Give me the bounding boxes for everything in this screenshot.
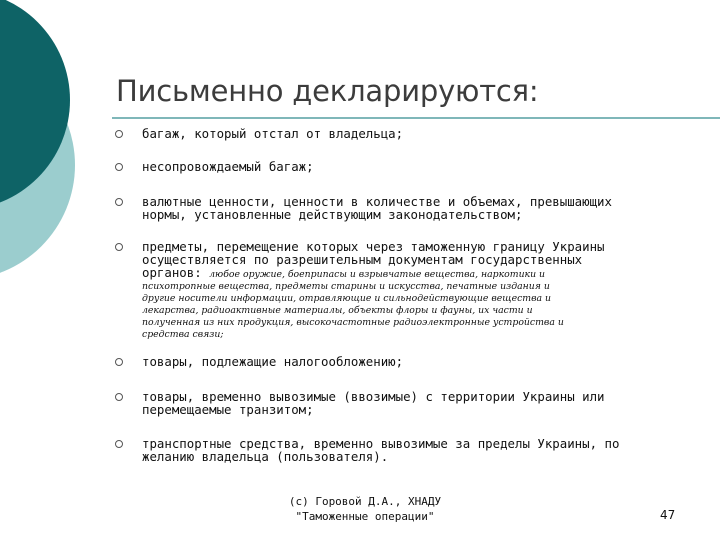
small-line: полученная из них продукция, высокочастотные радиоэлектронные устройства и [142, 317, 564, 328]
bullet-item [142, 355, 672, 368]
bullet-marker [115, 393, 123, 401]
footer-credit-line: "Таможенные операции" [295, 510, 435, 523]
footer-credit [260, 494, 470, 524]
lead-in-text: органов: [142, 265, 210, 280]
small-line: средства связи; [142, 329, 224, 340]
small-text: любое оружие, боеприпасы и взрывчатые вещества, наркотики и [209, 269, 546, 280]
bullet-item [142, 437, 672, 463]
bullet-line: товары, временно вывозимые (ввозимые) с территории Украины или [142, 389, 605, 404]
small-line: другие носители информации, отравляющие и сильнодействующие вещества и [142, 293, 551, 304]
bullet-marker [115, 243, 123, 251]
bullet-line-mixed [142, 266, 672, 281]
bullet-item [142, 195, 672, 221]
bullet-line: желанию владельца (пользователя). [142, 449, 389, 464]
bullet-line: валютные ценности, ценности в количестве и объемах, превышающих [142, 194, 612, 209]
slide-title: Письменно декларируются: [116, 74, 539, 108]
decorative-circles [0, 0, 120, 320]
title-divider [112, 117, 720, 119]
bullet-line: осуществляется по разрешительным документам государственных [142, 252, 583, 267]
footer-credit-line: (с) Горовой Д.А., ХНАДУ [288, 495, 442, 508]
bullet-line: нормы, установленные действующим законодательством; [142, 207, 523, 222]
bullet-line: перемещаемые транзитом; [142, 402, 314, 417]
small-line: психотропные вещества, предметы старины и искусства, печатные издания и [142, 281, 550, 292]
page-number: 47 [660, 508, 676, 522]
bullet-item [142, 160, 672, 173]
bullet-line: багаж, который отстал от владельца; [142, 126, 404, 141]
bullet-marker [115, 198, 123, 206]
bullet-line: несопровождаемый багаж; [142, 159, 314, 174]
small-line: лекарства, радиоактивные материалы, объекты флоры и фауны, их части и [142, 305, 533, 316]
bullet-item [142, 127, 672, 140]
bullet-marker [115, 130, 123, 138]
bullet-line: товары, подлежащие налогообложению; [142, 354, 404, 369]
bullet-line: предметы, перемещение которых через таможенную границу Украины [142, 239, 605, 254]
bullet-line: транспортные средства, временно вывозимые за пределы Украины, по [142, 436, 620, 451]
bullet-item [142, 390, 672, 416]
bullet-item [142, 240, 672, 341]
bullet-marker [115, 358, 123, 366]
bullet-marker [115, 163, 123, 171]
bullet-marker [115, 440, 123, 448]
